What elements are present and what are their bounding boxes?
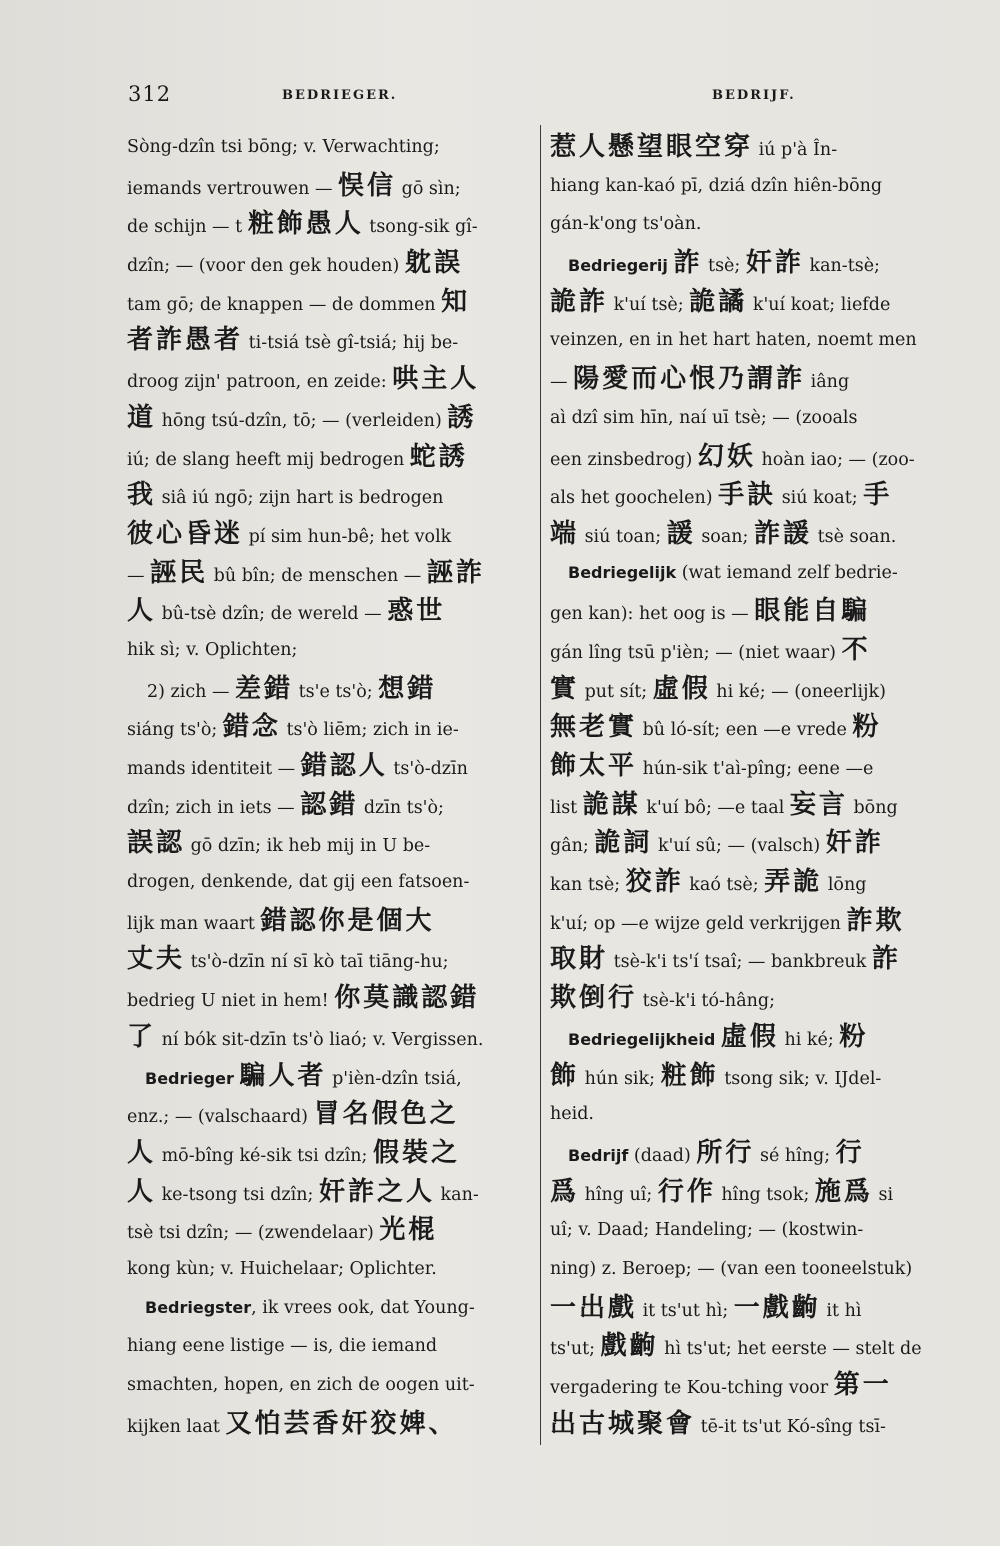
text-line: 者詐愚者 ti-tsiá tsè gî-tsiá; hij be- — [127, 325, 459, 356]
text-line: uî; v. Daad; Handeling; — (kostwin- — [550, 1220, 864, 1241]
running-head-left: BEDRIEGER. — [282, 88, 398, 103]
text-line: 我 siâ iú ngō; zijn hart is bedrogen — [127, 480, 444, 511]
text-line: 人 ke-tsong tsi dzîn; 奸詐之人 kan- — [127, 1176, 479, 1207]
column-divider — [540, 125, 541, 1445]
text-line: Bedriegelijk (wat iemand zelf bedrie- — [568, 562, 898, 583]
text-line: gán lîng tsū p'ièn; — (niet waar) 不 — [550, 634, 871, 665]
text-line: smachten, hopen, en zich de oogen uit- — [127, 1375, 475, 1395]
text-line: 了 ní bók sit-dzīn ts'ò liaó; v. Vergissen. — [127, 1021, 484, 1052]
text-line: tsè tsi dzîn; — (zwendelaar) 光棍 — [127, 1215, 438, 1246]
text-line: dzîn; — (voor den gek houden) 躭誤 — [127, 248, 463, 279]
text-line: 出古城聚會 tē-it ts'ut Kó-sîng tsī- — [550, 1408, 886, 1439]
text-line: 人 bû-tsè dzîn; de wereld — 惑世 — [127, 596, 446, 627]
text-line: Sòng-dzîn tsi bōng; v. Verwachting; — [127, 137, 440, 157]
text-line: hiang eene listige — is, die iemand — [127, 1336, 438, 1357]
text-line: aì dzî sim hīn, naí uī tsè; — (zooals — [550, 407, 858, 428]
text-line: heid. — [550, 1104, 594, 1125]
text-line: gân; 詭詞 k'uí sû; — (valsch) 奸詐 — [550, 828, 884, 859]
text-line: 2) zich — 差錯 ts'e ts'ò; 想錯 — [147, 673, 437, 704]
text-line: drogen, denkende, dat gij een fatsoen- — [127, 872, 470, 893]
text-line: 實 put sít; 虛假 hi ké; — (oneerlijk) — [550, 673, 886, 704]
text-line: 無老實 bû ló-sít; een —e vrede 粉 — [550, 712, 882, 743]
text-line: 彼心昏迷 pí sim hun-bê; het volk — [127, 518, 452, 549]
text-line: gen kan): het oog is — 眼能自騙 — [550, 596, 871, 627]
text-line: tam gō; de knappen — de dommen 知 — [127, 286, 471, 317]
text-line: 取財 tsè-k'i ts'í tsaî; — bankbreuk 詐 — [550, 944, 901, 975]
text-line: mands identiteit — 錯認人 ts'ò-dzīn — [127, 751, 468, 781]
text-line: 惹人懸望眼空穿 iú p'à În- — [550, 132, 838, 162]
text-line: hiang kan-kaó pī, dziá dzîn hiên-bōng — [550, 175, 883, 196]
text-line: ts'ut; 戲齣 hì ts'ut; het eerste — stelt de — [550, 1331, 922, 1362]
right-column — [550, 128, 950, 1443]
text-line: Bedriegelijkheid 虛假 hi ké; 粉 — [568, 1021, 869, 1052]
text-line: droog zijn' patroon, en zeide: 哄主人 — [127, 364, 480, 395]
text-line: siáng ts'ò; 錯念 ts'ò liēm; zich in ie- — [127, 712, 459, 743]
text-line: bedrieg U niet in hem! 你莫識認錯 — [127, 983, 480, 1014]
text-line: Bedrieger 騙人者 p'ièn-dzîn tsiá, — [145, 1060, 462, 1091]
text-line: Bedriegerij 詐 tsè; 奸詐 kan-tsè; — [568, 248, 880, 279]
text-line: Bedriegster, ik vrees ook, dat Young- — [145, 1297, 475, 1318]
page-header — [0, 82, 1000, 112]
text-line: lijk man waart 錯認你是個大 — [127, 905, 435, 936]
text-line: 爲 hîng uî; 行作 hîng tsok; 施爲 si — [550, 1176, 894, 1207]
text-line: iemands vertrouwen — 悮信 gō sìn; — [127, 170, 461, 201]
text-line: 人 mō-bîng ké-sik tsi dzîn; 假裝之 — [127, 1137, 461, 1168]
text-line: iú; de slang heeft mij bedrogen 蛇誘 — [127, 441, 468, 472]
text-line: 詭詐 k'uí tsè; 詭譎 k'uí koat; liefde — [550, 286, 891, 317]
text-line: k'uí; op —e wijze geld verkrijgen 詐欺 — [550, 905, 905, 936]
text-line: 道 hōng tsú-dzîn, tō; — (verleiden) 誘 — [127, 402, 477, 433]
text-line: — 陽愛而心恨乃謂詐 iâng — [550, 364, 850, 395]
running-head-right: BEDRIJF. — [712, 88, 796, 103]
text-line: — 誣民 bû bîn; de menschen — 誣詐 — [127, 557, 485, 588]
text-line: enz.; — (valschaard) 冒名假色之 — [127, 1099, 459, 1130]
text-line: 端 siú toan; 諼 soan; 詐諼 tsè soan. — [550, 518, 897, 549]
text-line: 飾太平 hún-sik t'aì-pîng; eene —e — [550, 751, 874, 781]
text-line: gán-k'ong ts'oàn. — [550, 214, 702, 235]
text-line: een zinsbedrog) 幻妖 hoàn iao; — (zoo- — [550, 441, 915, 472]
text-line: list 詭謀 k'uí bô; —e taal 妄言 bōng — [550, 789, 898, 820]
text-line: 丈夫 ts'ò-dzīn ní sī kò taī tiāng-hu; — [127, 944, 449, 975]
text-line: 欺倒行 tsè-k'i tó-hâng; — [550, 983, 775, 1014]
page-number: 312 — [128, 82, 172, 106]
text-line: kijken laat 又怕芸香奸狡婢、 — [127, 1408, 458, 1439]
text-line: hik sì; v. Oplichten; — [127, 639, 298, 660]
text-line: 一出戲 it ts'ut hì; 一戲齣 it hì — [550, 1292, 862, 1323]
text-line: ning) z. Beroep; — (van een tooneelstuk) — [550, 1258, 913, 1279]
text-line: kong kùn; v. Huichelaar; Oplichter. — [127, 1258, 437, 1279]
text-line: veinzen, en in het hart haten, noemt men — [550, 330, 917, 351]
text-line: de schijn — t 粧飾愚人 tsong-sik gî- — [127, 209, 478, 240]
left-column — [127, 128, 522, 1443]
text-line: dzîn; zich in iets — 認錯 dzīn ts'ò; — [127, 789, 444, 820]
text-line: 誤認 gō dzīn; ik heb mij in U be- — [127, 828, 431, 859]
text-line: kan tsè; 狡詐 kaó tsè; 弄詭 lōng — [550, 867, 867, 898]
text-line: 飾 hún sik; 粧飾 tsong sik; v. IJdel- — [550, 1060, 882, 1091]
text-line: als het goochelen) 手訣 siú koat; 手 — [550, 480, 893, 511]
text-line: Bedrijf (daad) 所行 sé hîng; 行 — [568, 1137, 865, 1168]
text-line: vergadering te Kou-tching voor 第一 — [550, 1370, 892, 1400]
